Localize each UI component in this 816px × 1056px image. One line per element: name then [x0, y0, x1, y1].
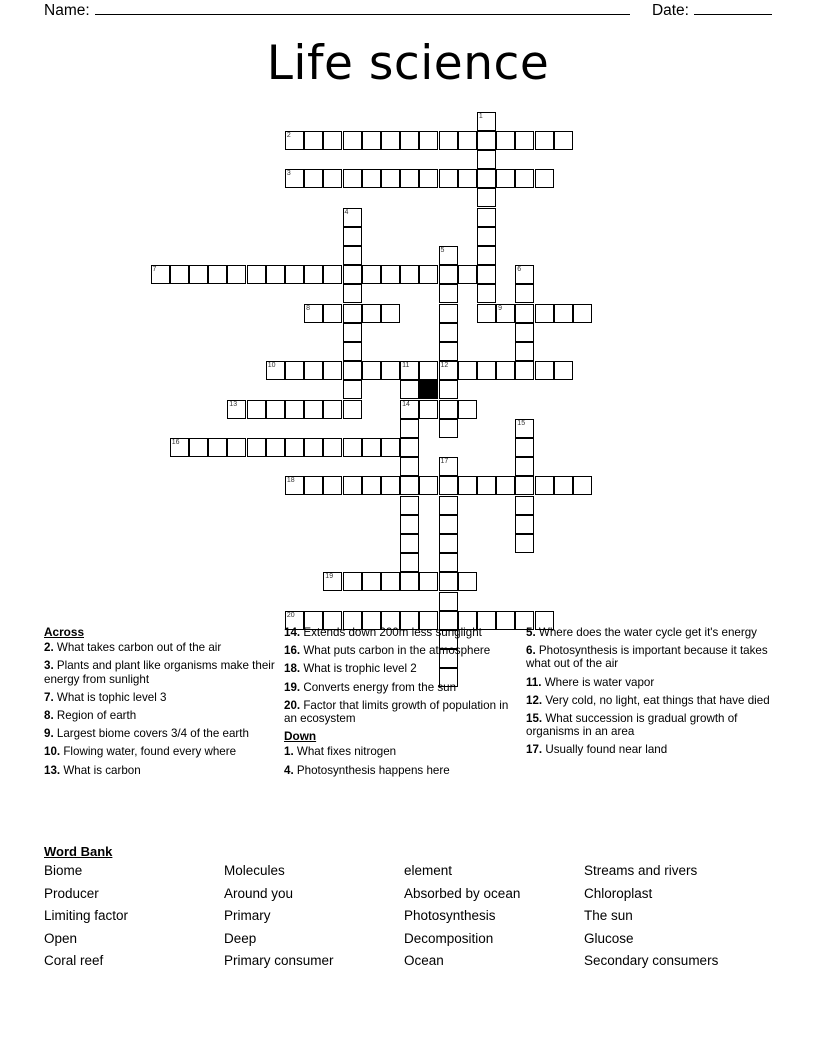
crossword-cell[interactable] — [400, 361, 419, 380]
clue-number: 4. — [284, 763, 297, 777]
word-bank-word: Open — [44, 930, 78, 946]
crossword-cell[interactable] — [285, 400, 304, 419]
crossword-cell[interactable] — [362, 361, 381, 380]
crossword-cell[interactable] — [400, 419, 419, 438]
clue-down-4 — [284, 764, 516, 777]
crossword-cell[interactable] — [343, 284, 362, 303]
clue-number: 6. — [526, 644, 539, 658]
crossword-cell[interactable] — [227, 265, 246, 284]
clue-across-8 — [44, 709, 276, 722]
crossword-cell[interactable] — [515, 438, 534, 457]
crossword-cell[interactable] — [535, 304, 554, 323]
crossword-cell[interactable] — [477, 304, 496, 323]
crossword-cell[interactable] — [477, 188, 496, 207]
clue-text: Flowing water, found every where — [63, 745, 237, 759]
clue-number: 5. — [526, 626, 539, 639]
crossword-cell[interactable] — [381, 361, 400, 380]
crossword-cell[interactable] — [439, 515, 458, 534]
clue-across-18 — [284, 662, 516, 675]
clue-down-12 — [526, 694, 784, 707]
crossword-cell[interactable] — [343, 208, 362, 227]
crossword-cell[interactable] — [477, 169, 496, 188]
crossword-cell[interactable] — [458, 476, 477, 495]
crossword-cell[interactable] — [400, 515, 419, 534]
crossword-cell-number: 17 — [440, 458, 449, 466]
clue-text: Very cold, no light, eat things that have died — [545, 693, 770, 707]
crossword-cell[interactable] — [515, 131, 534, 150]
clue-number: 1. — [284, 745, 297, 759]
crossword-cell[interactable] — [439, 419, 458, 438]
clues-section — [44, 626, 784, 836]
crossword-cell[interactable] — [323, 169, 342, 188]
clue-number: 2. — [44, 641, 57, 655]
crossword-cell[interactable] — [362, 131, 381, 150]
crossword-cell[interactable] — [400, 496, 419, 515]
clue-across-2 — [44, 641, 276, 654]
crossword-cell[interactable] — [343, 380, 362, 399]
clue-number: 13. — [44, 763, 64, 777]
crossword-cell[interactable] — [343, 400, 362, 419]
crossword-cell[interactable] — [439, 534, 458, 553]
crossword-cell[interactable] — [381, 572, 400, 591]
crossword-cell[interactable] — [381, 476, 400, 495]
crossword-cell[interactable] — [458, 131, 477, 150]
crossword-cell-number: 8 — [306, 304, 310, 312]
crossword-cell-number: 14 — [402, 400, 410, 408]
crossword-cell[interactable] — [343, 265, 362, 284]
clues-column-2 — [284, 626, 516, 782]
word-bank-word: Limiting factor — [44, 908, 129, 923]
crossword-cell[interactable] — [170, 265, 189, 284]
date-label: Date: — [651, 2, 689, 19]
clue-across-14 — [284, 626, 516, 639]
crossword-cell[interactable] — [362, 265, 381, 284]
crossword-cell[interactable] — [400, 476, 419, 495]
crossword-cell[interactable] — [285, 265, 304, 284]
crossword-cell[interactable] — [439, 361, 458, 380]
clue-down-15 — [526, 712, 784, 738]
crossword-block-cell — [419, 380, 438, 399]
crossword-cell[interactable] — [419, 572, 438, 591]
clue-text: What fixes nitrogen — [296, 745, 397, 759]
word-bank-word: Ocean — [404, 953, 444, 968]
crossword-cell[interactable] — [343, 169, 362, 188]
clue-number: 15. — [526, 712, 546, 726]
crossword-cell[interactable] — [247, 265, 266, 284]
crossword-cell[interactable] — [400, 457, 419, 476]
crossword-cell[interactable] — [439, 476, 458, 495]
crossword-cell[interactable] — [458, 361, 477, 380]
clue-number: 19. — [284, 680, 304, 694]
crossword-cell-number: 19 — [325, 573, 334, 581]
clue-text: What succession is gradual growth of organisms in an area — [526, 712, 738, 739]
word-bank-word: Primary — [224, 908, 271, 923]
clue-text: Converts energy from the sun — [303, 680, 457, 694]
crossword-cell-number: 10 — [267, 362, 276, 370]
page-title: Life science — [266, 36, 550, 91]
crossword-cell[interactable] — [515, 496, 534, 515]
crossword-cell[interactable] — [496, 169, 515, 188]
clue-across-9 — [44, 727, 276, 740]
clues-column-3 — [526, 626, 784, 762]
crossword-cell[interactable] — [323, 361, 342, 380]
crossword-cell[interactable] — [477, 150, 496, 169]
crossword-cell[interactable] — [362, 304, 381, 323]
crossword-cell[interactable] — [323, 265, 342, 284]
clue-number: 8. — [44, 709, 57, 723]
clue-text: Where is water vapor — [544, 675, 655, 689]
crossword-cell[interactable] — [343, 246, 362, 265]
crossword-cell[interactable] — [208, 265, 227, 284]
word-bank-word: Deep — [224, 930, 257, 946]
crossword-cell[interactable] — [381, 304, 400, 323]
clue-number: 9. — [44, 727, 57, 741]
crossword-cell[interactable] — [458, 572, 477, 591]
crossword-cell[interactable] — [400, 438, 419, 457]
crossword-cell[interactable] — [496, 304, 515, 323]
word-bank-word: Molecules — [224, 863, 285, 878]
crossword-cell[interactable] — [515, 169, 534, 188]
crossword-cell[interactable] — [285, 169, 304, 188]
crossword-cell-number: 12 — [440, 362, 449, 370]
crossword-cell[interactable] — [285, 131, 304, 150]
crossword-cell[interactable] — [554, 304, 573, 323]
crossword-cell[interactable] — [439, 131, 458, 150]
crossword-cell[interactable] — [496, 476, 515, 495]
word-bank-word: Absorbed by ocean — [404, 885, 521, 901]
clue-across-16 — [284, 644, 516, 657]
clue-text: Photosynthesis is important because it takes what out of the air — [526, 644, 768, 671]
crossword-cell[interactable] — [419, 400, 438, 419]
crossword-cell[interactable] — [381, 169, 400, 188]
crossword-cell[interactable] — [343, 227, 362, 246]
clue-number: 7. — [44, 690, 57, 704]
word-bank-section — [44, 844, 784, 971]
crossword-cell[interactable] — [323, 572, 342, 591]
word-bank-word: Glucose — [584, 930, 634, 946]
clue-text: What is tophic level 3 — [56, 690, 167, 704]
crossword-cell[interactable] — [458, 169, 477, 188]
crossword-cell[interactable] — [266, 438, 285, 457]
crossword-cell[interactable] — [189, 438, 208, 457]
crossword-cell[interactable] — [400, 553, 419, 572]
clue-across-3 — [44, 659, 276, 685]
crossword-cell[interactable] — [496, 361, 515, 380]
clue-down-11 — [526, 676, 784, 689]
crossword-cell[interactable] — [400, 534, 419, 553]
clue-text: Extends down 200m less sunglight — [303, 626, 482, 639]
crossword-cell[interactable] — [323, 438, 342, 457]
crossword-cell[interactable] — [323, 131, 342, 150]
crossword-cell[interactable] — [573, 476, 592, 495]
clue-text: Largest biome covers 3/4 of the earth — [56, 727, 249, 741]
clue-number: 11. — [526, 675, 545, 689]
crossword-cell[interactable] — [381, 265, 400, 284]
crossword-cell[interactable] — [477, 227, 496, 246]
crossword-cell-number: 11 — [402, 362, 410, 370]
word-bank-word: Chloroplast — [584, 885, 653, 901]
crossword-cell[interactable] — [439, 246, 458, 265]
clue-text: What puts carbon in the atmosphere — [303, 644, 491, 658]
clue-text: Region of earth — [56, 709, 137, 723]
crossword-cell[interactable] — [515, 265, 534, 284]
word-bank-word: Around you — [224, 885, 294, 901]
crossword-cell[interactable] — [439, 304, 458, 323]
crossword-cell[interactable] — [515, 534, 534, 553]
crossword-cell[interactable] — [362, 572, 381, 591]
clue-text: What is carbon — [63, 763, 141, 777]
crossword-cell[interactable] — [535, 476, 554, 495]
crossword-cell-number: 18 — [286, 477, 295, 485]
crossword-cell[interactable] — [304, 476, 323, 495]
crossword-cell[interactable] — [515, 342, 534, 361]
clue-number: 12. — [526, 693, 546, 707]
crossword-cell[interactable] — [304, 400, 323, 419]
crossword-cell[interactable] — [439, 342, 458, 361]
crossword-cell-number: 6 — [517, 266, 522, 274]
crossword-cell[interactable] — [343, 361, 362, 380]
clue-number: 14. — [284, 626, 304, 639]
clue-down-1 — [284, 745, 516, 758]
clue-number: 3. — [44, 659, 57, 673]
crossword-cell[interactable] — [419, 131, 438, 150]
word-bank-word: element — [404, 863, 453, 878]
crossword-cell-number: 15 — [517, 419, 526, 427]
crossword-cell[interactable] — [477, 476, 496, 495]
crossword-cell[interactable] — [304, 361, 323, 380]
word-bank-word: Coral reef — [44, 953, 104, 968]
name-label: Name: — [44, 2, 90, 19]
crossword-cell[interactable] — [439, 553, 458, 572]
clue-across-13 — [44, 764, 276, 777]
crossword-cell[interactable] — [304, 438, 323, 457]
crossword-cell[interactable] — [573, 304, 592, 323]
crossword-cell[interactable] — [515, 476, 534, 495]
clue-text: Photosynthesis happens here — [296, 763, 450, 777]
crossword-cell[interactable] — [439, 380, 458, 399]
word-bank-word: The sun — [584, 908, 633, 923]
clue-number: 18. — [284, 662, 304, 676]
crossword-cell[interactable] — [458, 265, 477, 284]
crossword-cell[interactable] — [247, 438, 266, 457]
clue-text: What takes carbon out of the air — [56, 641, 222, 655]
crossword-cell[interactable] — [515, 515, 534, 534]
crossword-cell[interactable] — [439, 592, 458, 611]
crossword-cell[interactable] — [439, 284, 458, 303]
crossword-cell[interactable] — [535, 169, 554, 188]
crossword-cell[interactable] — [515, 361, 534, 380]
crossword-cell[interactable] — [419, 265, 438, 284]
crossword-cell[interactable] — [439, 169, 458, 188]
crossword-cell[interactable] — [477, 265, 496, 284]
clue-number: 16. — [284, 644, 304, 658]
crossword-cell[interactable] — [247, 400, 266, 419]
crossword-cell[interactable] — [515, 304, 534, 323]
crossword-cell-number: 9 — [498, 304, 502, 312]
crossword-cell[interactable] — [477, 112, 496, 131]
crossword-cell[interactable] — [343, 304, 362, 323]
crossword-cell[interactable] — [439, 457, 458, 476]
clue-number: 17. — [526, 743, 546, 757]
crossword-cell[interactable] — [496, 131, 515, 150]
crossword-cell[interactable] — [285, 361, 304, 380]
word-bank-word: Producer — [44, 885, 99, 901]
crossword-cell[interactable] — [419, 169, 438, 188]
crossword-cell[interactable] — [515, 419, 534, 438]
clue-text: Plants and plant like organisms make their energy from sunlight — [44, 659, 275, 686]
crossword-cell[interactable] — [400, 572, 419, 591]
crossword-cell[interactable] — [400, 169, 419, 188]
crossword-cell[interactable] — [439, 496, 458, 515]
crossword-cell[interactable] — [439, 265, 458, 284]
clue-number: 20. — [284, 698, 304, 712]
clue-text: Usually found near land — [545, 743, 668, 757]
crossword-cell[interactable] — [323, 304, 342, 323]
crossword-cell-number: 16 — [171, 438, 180, 446]
across-heading: Across — [44, 625, 84, 639]
crossword-cell[interactable] — [400, 380, 419, 399]
word-bank-word: Photosynthesis — [404, 908, 496, 923]
crossword-cell[interactable] — [554, 361, 573, 380]
crossword-cell[interactable] — [227, 438, 246, 457]
crossword-cell[interactable] — [189, 265, 208, 284]
crossword-cell[interactable] — [304, 131, 323, 150]
clues-column-1 — [44, 626, 276, 782]
clue-down-17 — [526, 743, 784, 756]
clue-text: What is trophic level 2 — [303, 662, 417, 676]
crossword-cell[interactable] — [343, 572, 362, 591]
crossword-cell[interactable] — [439, 323, 458, 342]
crossword-cell[interactable] — [515, 284, 534, 303]
crossword-cell-number: 5 — [440, 246, 445, 254]
word-bank-word: Secondary consumers — [584, 953, 719, 968]
clue-across-20 — [284, 699, 516, 725]
crossword-cell[interactable] — [515, 457, 534, 476]
word-bank-heading: Word Bank — [44, 844, 113, 859]
clue-down-5 — [526, 626, 784, 639]
crossword-cell[interactable] — [362, 438, 381, 457]
crossword-cell[interactable] — [266, 265, 285, 284]
crossword-cell[interactable] — [400, 400, 419, 419]
crossword-cell-number: 13 — [229, 400, 238, 408]
crossword-cell[interactable] — [477, 284, 496, 303]
crossword-cell[interactable] — [343, 438, 362, 457]
crossword-cell-number: 20 — [286, 611, 295, 619]
crossword-cell[interactable] — [400, 265, 419, 284]
crossword-cell[interactable] — [515, 323, 534, 342]
crossword-cell-number: 7 — [152, 266, 157, 274]
crossword-cell[interactable] — [304, 304, 323, 323]
clue-number: 10. — [44, 745, 64, 759]
crossword-cell[interactable] — [554, 131, 573, 150]
crossword-cell[interactable] — [554, 476, 573, 495]
crossword-cell[interactable] — [304, 169, 323, 188]
word-bank-word: Primary consumer — [224, 953, 334, 968]
crossword-cell[interactable] — [227, 400, 246, 419]
crossword-cell-number: 1 — [478, 112, 483, 120]
crossword-cell[interactable] — [266, 361, 285, 380]
crossword-cell[interactable] — [477, 246, 496, 265]
crossword-cell[interactable] — [170, 438, 189, 457]
clue-across-19 — [284, 681, 516, 694]
crossword-cell[interactable] — [535, 361, 554, 380]
crossword-cell[interactable] — [208, 438, 227, 457]
word-bank-word: Decomposition — [404, 930, 494, 946]
crossword-cell[interactable] — [458, 400, 477, 419]
clue-text: Factor that limits growth of population in an ecosystem — [284, 698, 509, 726]
crossword-cell-number: 4 — [344, 208, 349, 216]
clue-down-6 — [526, 644, 784, 670]
clue-across-10 — [44, 745, 276, 758]
crossword-cell[interactable] — [323, 476, 342, 495]
crossword-cell[interactable] — [439, 572, 458, 591]
crossword-cell[interactable] — [381, 131, 400, 150]
crossword-cell-number: 2 — [286, 131, 291, 139]
word-bank-list — [44, 862, 784, 971]
clue-text: Where does the water cycle get it's energy — [538, 626, 757, 639]
crossword-cell[interactable] — [535, 131, 554, 150]
crossword-cell[interactable] — [285, 476, 304, 495]
crossword-cell[interactable] — [400, 131, 419, 150]
word-bank-word: Biome — [44, 863, 83, 878]
crossword-cell[interactable] — [285, 438, 304, 457]
crossword-cell[interactable] — [343, 476, 362, 495]
crossword-cell[interactable] — [477, 361, 496, 380]
down-heading: Down — [284, 729, 317, 744]
crossword-cell[interactable] — [477, 131, 496, 150]
crossword-cell[interactable] — [343, 323, 362, 342]
crossword-cell[interactable] — [419, 361, 438, 380]
crossword-cell[interactable] — [266, 400, 285, 419]
crossword-cell[interactable] — [419, 476, 438, 495]
clue-across-7 — [44, 691, 276, 704]
crossword-cell-number: 3 — [286, 170, 291, 178]
crossword-cell[interactable] — [362, 169, 381, 188]
crossword-cell[interactable] — [362, 476, 381, 495]
word-bank-word: Streams and rivers — [584, 863, 698, 878]
crossword-cell[interactable] — [323, 400, 342, 419]
crossword-cell[interactable] — [381, 438, 400, 457]
crossword-cell[interactable] — [304, 265, 323, 284]
crossword-cell[interactable] — [439, 400, 458, 419]
crossword-cell[interactable] — [343, 131, 362, 150]
crossword-cell[interactable] — [343, 342, 362, 361]
crossword-cell[interactable] — [151, 265, 170, 284]
crossword-cell[interactable] — [477, 208, 496, 227]
